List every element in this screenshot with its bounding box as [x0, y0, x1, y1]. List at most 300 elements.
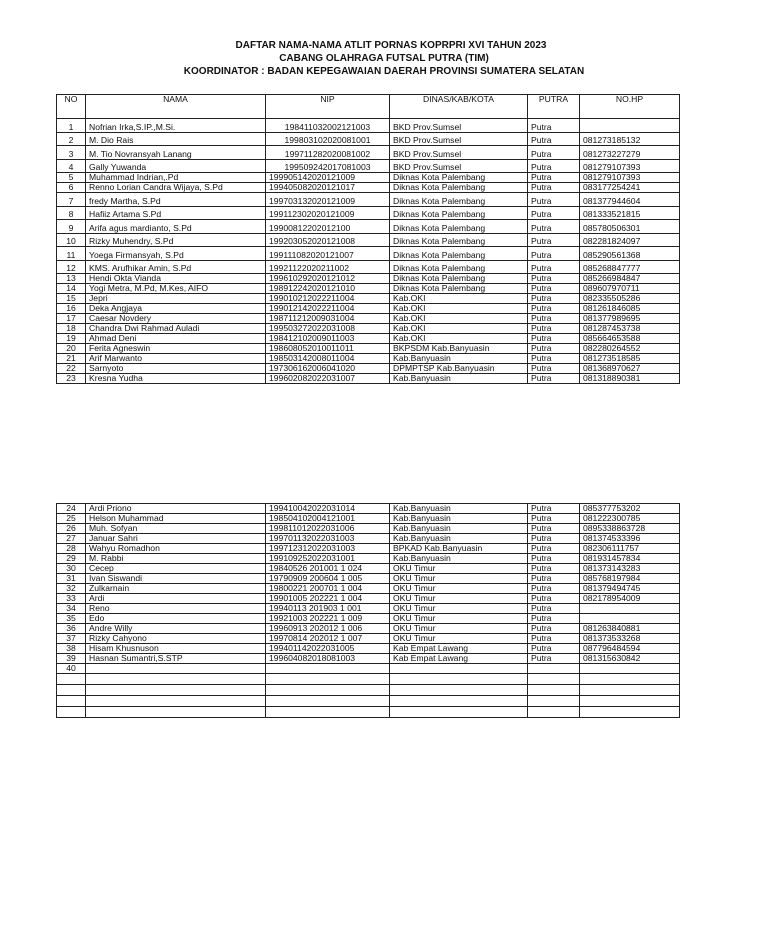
cell-dinas: Kab.Banyuasin	[390, 554, 528, 564]
cell-no: 4	[57, 159, 86, 173]
cell-nip	[266, 696, 390, 707]
cell-hp: 081287453738	[580, 324, 680, 334]
table-row	[57, 514, 680, 524]
cell-dinas: Diknas Kota Palembang	[390, 220, 528, 234]
cell-no: 13	[57, 274, 86, 284]
table-row	[57, 564, 680, 574]
cell-no: 7	[57, 193, 86, 207]
cell-nip: 198411032002121003	[266, 119, 390, 133]
cell-dinas	[390, 664, 528, 674]
cell-no: 36	[57, 624, 86, 634]
cell-dinas: Kab.Banyuasin	[390, 354, 528, 364]
column-header-nama: NAMA	[86, 95, 266, 119]
cell-putra: Putra	[528, 334, 580, 344]
cell-nama	[86, 685, 266, 696]
cell-nama: Sarnyoto	[86, 364, 266, 374]
cell-no: 29	[57, 554, 86, 564]
cell-dinas	[390, 707, 528, 718]
cell-no: 22	[57, 364, 86, 374]
cell-putra: Putra	[528, 344, 580, 354]
header-title: DAFTAR NAMA-NAMA ATLIT PORNAS KOPRPRI XVI TAHUN 2023	[235, 40, 547, 51]
cell-putra: Putra	[528, 294, 580, 304]
cell-nama	[86, 696, 266, 707]
cell-nama: Rizky Muhendry, S.Pd	[86, 233, 266, 247]
cell-dinas: Kab.OKI	[390, 294, 528, 304]
cell-no: 10	[57, 233, 86, 247]
cell-putra: Putra	[528, 119, 580, 133]
cell-putra: Putra	[528, 206, 580, 220]
cell-putra: Putra	[528, 233, 580, 247]
cell-no	[57, 707, 86, 718]
cell-nip: 199711282020081002	[266, 146, 390, 160]
cell-nama: Hafiiz Artama S.Pd	[86, 206, 266, 220]
cell-putra: Putra	[528, 614, 580, 624]
cell-hp: 081263840881	[580, 624, 680, 634]
cell-no: 34	[57, 604, 86, 614]
table-row	[57, 193, 680, 207]
table-row	[57, 304, 680, 314]
table-row	[57, 634, 680, 644]
cell-nama: Arif Marwanto	[86, 354, 266, 364]
cell-hp: 081273227279	[580, 146, 680, 160]
cell-dinas: DPMPTSP Kab.Banyuasin	[390, 364, 528, 374]
cell-dinas: BKD Prov.Sumsel	[390, 146, 528, 160]
cell-nip: 199712312022031003	[266, 544, 390, 554]
table-row	[57, 220, 680, 234]
cell-no: 1	[57, 119, 86, 133]
cell-putra: Putra	[528, 604, 580, 614]
cell-nip: 197306162006041020	[266, 364, 390, 374]
cell-no: 15	[57, 294, 86, 304]
column-header-hp: NO.HP	[580, 95, 680, 119]
cell-putra	[528, 674, 580, 685]
cell-no: 32	[57, 584, 86, 594]
cell-nip	[266, 664, 390, 674]
cell-putra: Putra	[528, 594, 580, 604]
table-row	[57, 614, 680, 624]
cell-nip: 199610292020121012	[266, 274, 390, 284]
cell-dinas: Diknas Kota Palembang	[390, 183, 528, 193]
cell-dinas: Diknas Kota Palembang	[390, 193, 528, 207]
cell-nip: 199803102020081001	[266, 132, 390, 146]
table-row	[57, 524, 680, 534]
cell-nip: 199503272022031008	[266, 324, 390, 334]
cell-dinas: OKU Timur	[390, 594, 528, 604]
table-row	[57, 685, 680, 696]
cell-dinas: OKU Timur	[390, 634, 528, 644]
cell-dinas: Diknas Kota Palembang	[390, 284, 528, 294]
table-row	[57, 544, 680, 554]
cell-dinas: Diknas Kota Palembang	[390, 274, 528, 284]
cell-nip: 19901005 202221 1 004	[266, 594, 390, 604]
cell-dinas	[390, 685, 528, 696]
cell-dinas: BKD Prov.Sumsel	[390, 159, 528, 173]
cell-nama: Helson Muhammad	[86, 514, 266, 524]
cell-nama: Rizky Cahyono	[86, 634, 266, 644]
cell-hp: 081377944604	[580, 193, 680, 207]
cell-dinas: Kab.Banyuasin	[390, 374, 528, 384]
cell-nip: 199401142022031005	[266, 644, 390, 654]
cell-putra: Putra	[528, 146, 580, 160]
cell-putra: Putra	[528, 304, 580, 314]
cell-nip: 199509242017081003	[266, 159, 390, 173]
cell-hp: 081273185132	[580, 132, 680, 146]
table-row	[57, 664, 680, 674]
cell-nip: 19900812202012100	[266, 220, 390, 234]
cell-dinas: Diknas Kota Palembang	[390, 260, 528, 274]
cell-hp: 081379494745	[580, 584, 680, 594]
cell-nama	[86, 664, 266, 674]
cell-putra: Putra	[528, 247, 580, 261]
cell-putra: Putra	[528, 284, 580, 294]
cell-no	[57, 696, 86, 707]
cell-no: 6	[57, 183, 86, 193]
cell-nama: Muh. Sofyan	[86, 524, 266, 534]
cell-nama: fredy Martha, S.Pd	[86, 193, 266, 207]
table-row	[57, 159, 680, 173]
cell-dinas: Kab.Banyuasin	[390, 504, 528, 514]
cell-nama: M. Tio Novransyah Lanang	[86, 146, 266, 160]
table-row	[57, 594, 680, 604]
table-row	[57, 364, 680, 374]
cell-putra: Putra	[528, 504, 580, 514]
cell-no: 37	[57, 634, 86, 644]
cell-hp: 085268847777	[580, 260, 680, 274]
cell-dinas: Kab.OKI	[390, 314, 528, 324]
cell-hp: 085377753202	[580, 504, 680, 514]
cell-dinas: Kab.OKI	[390, 324, 528, 334]
cell-putra: Putra	[528, 173, 580, 183]
cell-hp: 081333521815	[580, 206, 680, 220]
cell-nama: Hisam Khusnuson	[86, 644, 266, 654]
cell-nama: Nofrian Irka,S.IP.,M.Si.	[86, 119, 266, 133]
column-header-no: NO	[57, 95, 86, 119]
cell-dinas: BPKAD Kab.Banyuasin	[390, 544, 528, 554]
cell-hp	[580, 696, 680, 707]
cell-nama	[86, 707, 266, 718]
cell-hp: 081279107393	[580, 173, 680, 183]
cell-nama: Edo	[86, 614, 266, 624]
cell-hp: 082178954009	[580, 594, 680, 604]
cell-nip: 19940113 201903 1 001	[266, 604, 390, 614]
table-row	[57, 119, 680, 133]
cell-hp: 081373143283	[580, 564, 680, 574]
cell-dinas	[390, 674, 528, 685]
cell-dinas: OKU Timur	[390, 564, 528, 574]
cell-putra: Putra	[528, 654, 580, 664]
cell-nip: 198503142008011004	[266, 354, 390, 364]
cell-hp: 083177254241	[580, 183, 680, 193]
cell-nip: 199701132022031003	[266, 534, 390, 544]
table-row	[57, 314, 680, 324]
cell-nip: 19800221 200701 1 004	[266, 584, 390, 594]
cell-nama: Ferita Agneswin	[86, 344, 266, 354]
cell-nip: 199405082020121017	[266, 183, 390, 193]
table-row	[57, 604, 680, 614]
cell-nama: Reno	[86, 604, 266, 614]
cell-no: 8	[57, 206, 86, 220]
cell-nama: Muhammad Indrian,.Pd	[86, 173, 266, 183]
table-row	[57, 173, 680, 183]
cell-putra: Putra	[528, 624, 580, 634]
cell-nip: 198504102004121001	[266, 514, 390, 524]
cell-putra: Putra	[528, 574, 580, 584]
cell-hp: 081931457834	[580, 554, 680, 564]
cell-no: 9	[57, 220, 86, 234]
cell-dinas	[390, 696, 528, 707]
cell-dinas: BKD Prov.Sumsel	[390, 119, 528, 133]
cell-no: 26	[57, 524, 86, 534]
athletes-table-page-2	[56, 503, 680, 718]
table-row	[57, 354, 680, 364]
cell-no: 14	[57, 284, 86, 294]
cell-nama: Wahyu Romadhon	[86, 544, 266, 554]
cell-putra: Putra	[528, 534, 580, 544]
table-row	[57, 344, 680, 354]
cell-nip: 198412102009011003	[266, 334, 390, 344]
cell-dinas: Kab.OKI	[390, 304, 528, 314]
cell-putra: Putra	[528, 524, 580, 534]
table-row	[57, 294, 680, 304]
cell-hp: 081373533268	[580, 634, 680, 644]
table-row	[57, 284, 680, 294]
cell-hp: 089607970711	[580, 284, 680, 294]
cell-hp: 081368970627	[580, 364, 680, 374]
cell-putra: Putra	[528, 220, 580, 234]
cell-nip: 199602082022031007	[266, 374, 390, 384]
cell-nip: 198912242020121010	[266, 284, 390, 294]
table-row	[57, 247, 680, 261]
cell-hp: 081261846085	[580, 304, 680, 314]
cell-putra: Putra	[528, 564, 580, 574]
cell-putra: Putra	[528, 274, 580, 284]
cell-no: 16	[57, 304, 86, 314]
cell-no: 23	[57, 374, 86, 384]
table-body-2	[57, 504, 680, 718]
cell-hp: 082281824097	[580, 233, 680, 247]
cell-nip: 19790909 200604 1 005	[266, 574, 390, 584]
cell-dinas: OKU Timur	[390, 614, 528, 624]
cell-hp: 085664653588	[580, 334, 680, 344]
cell-nip: 199112302020121009	[266, 206, 390, 220]
table-row	[57, 554, 680, 564]
cell-no: 30	[57, 564, 86, 574]
table-header-row	[57, 95, 680, 119]
cell-nip: 199604082018081003	[266, 654, 390, 664]
athletes-table-page-1	[56, 94, 680, 384]
table-row	[57, 146, 680, 160]
cell-putra: Putra	[528, 354, 580, 364]
cell-nama: Januar Sahri	[86, 534, 266, 544]
cell-nip: 198608052010011011	[266, 344, 390, 354]
cell-no: 11	[57, 247, 86, 261]
cell-nama: Ardi Priono	[86, 504, 266, 514]
cell-no: 19	[57, 334, 86, 344]
cell-putra: Putra	[528, 314, 580, 324]
cell-putra: Putra	[528, 374, 580, 384]
cell-dinas: Kab.Banyuasin	[390, 514, 528, 524]
table-row	[57, 644, 680, 654]
table-row	[57, 324, 680, 334]
cell-putra: Putra	[528, 324, 580, 334]
cell-hp: 082280264552	[580, 344, 680, 354]
cell-putra	[528, 664, 580, 674]
cell-nip: 199012142022211004	[266, 304, 390, 314]
cell-no: 33	[57, 594, 86, 604]
cell-nama: Caesar Novdery	[86, 314, 266, 324]
cell-no: 40	[57, 664, 86, 674]
cell-no: 31	[57, 574, 86, 584]
cell-hp	[580, 664, 680, 674]
cell-putra: Putra	[528, 132, 580, 146]
cell-nama: Zulkarnain	[86, 584, 266, 594]
cell-dinas: Kab Empat Lawang	[390, 644, 528, 654]
table-row	[57, 274, 680, 284]
table-row	[57, 584, 680, 594]
cell-putra: Putra	[528, 260, 580, 274]
cell-dinas: Kab.Banyuasin	[390, 534, 528, 544]
table-row	[57, 534, 680, 544]
cell-nip: 199410042022031014	[266, 504, 390, 514]
header-subtitle: CABANG OLAHRAGA FUTSAL PUTRA (TIM)	[279, 53, 489, 64]
cell-hp: 085290561368	[580, 247, 680, 261]
table-row	[57, 132, 680, 146]
cell-putra: Putra	[528, 584, 580, 594]
cell-nama: Arifa agus mardianto, S.Pd	[86, 220, 266, 234]
table-row	[57, 260, 680, 274]
cell-hp: 082335505286	[580, 294, 680, 304]
document-header	[0, 39, 768, 78]
cell-no: 39	[57, 654, 86, 664]
cell-nama: KMS. Arufhikar Amin, S.Pd	[86, 260, 266, 274]
cell-no: 5	[57, 173, 86, 183]
cell-putra: Putra	[528, 193, 580, 207]
cell-nip: 19840526 201001 1 024	[266, 564, 390, 574]
cell-dinas: BKPSDM Kab.Banyuasin	[390, 344, 528, 354]
header-coordinator: KOORDINATOR : BADAN KEPEGAWAIAN DAERAH PROVINSI SUMATERA SELATAN	[183, 66, 585, 77]
cell-no: 38	[57, 644, 86, 654]
cell-nip	[266, 707, 390, 718]
cell-dinas: OKU Timur	[390, 584, 528, 594]
cell-nama: Yoega Firmansyah, S.Pd	[86, 247, 266, 261]
cell-hp	[580, 707, 680, 718]
cell-nip: 199111082020121007	[266, 247, 390, 261]
cell-hp	[580, 614, 680, 624]
cell-nip: 19921122020211002	[266, 260, 390, 274]
cell-hp: 081377989695	[580, 314, 680, 324]
cell-hp: 081222300785	[580, 514, 680, 524]
cell-hp: 087796484594	[580, 644, 680, 654]
cell-putra: Putra	[528, 159, 580, 173]
cell-nip	[266, 685, 390, 696]
cell-nama: Yogi Metra, M.Pd, M.Kes, AIFO	[86, 284, 266, 294]
table-row	[57, 674, 680, 685]
table-row	[57, 624, 680, 634]
cell-nama: Cecep	[86, 564, 266, 574]
cell-nip: 199905142020121009	[266, 173, 390, 183]
cell-nama: Kresna Yudha	[86, 374, 266, 384]
table-row	[57, 183, 680, 193]
table-body-1	[57, 119, 680, 384]
cell-hp	[580, 119, 680, 133]
cell-putra: Putra	[528, 634, 580, 644]
cell-nama	[86, 674, 266, 685]
cell-nama: Gally Yuwanda	[86, 159, 266, 173]
cell-hp: 085266984847	[580, 274, 680, 284]
table-row	[57, 696, 680, 707]
cell-dinas: Kab Empat Lawang	[390, 654, 528, 664]
cell-no: 21	[57, 354, 86, 364]
cell-putra	[528, 707, 580, 718]
cell-putra: Putra	[528, 644, 580, 654]
cell-nama: Deka Angjaya	[86, 304, 266, 314]
cell-hp	[580, 685, 680, 696]
cell-nip: 199703132020121009	[266, 193, 390, 207]
cell-dinas: Diknas Kota Palembang	[390, 233, 528, 247]
cell-putra: Putra	[528, 183, 580, 193]
cell-hp: 081273518585	[580, 354, 680, 364]
cell-no: 12	[57, 260, 86, 274]
cell-nip: 199203052020121008	[266, 233, 390, 247]
cell-nip: 199811012022031006	[266, 524, 390, 534]
cell-nama: Ardi	[86, 594, 266, 604]
table-row	[57, 334, 680, 344]
cell-nip: 199109252022031001	[266, 554, 390, 564]
cell-dinas: OKU Timur	[390, 604, 528, 614]
cell-nama: Hendi Okta Vianda	[86, 274, 266, 284]
cell-nama: M. Rabbi	[86, 554, 266, 564]
cell-no: 3	[57, 146, 86, 160]
cell-nip: 198711212009031004	[266, 314, 390, 324]
cell-dinas: BKD Prov.Sumsel	[390, 132, 528, 146]
cell-no: 18	[57, 324, 86, 334]
cell-dinas: Kab.OKI	[390, 334, 528, 344]
table-row	[57, 206, 680, 220]
cell-putra	[528, 696, 580, 707]
cell-nama: Chandra Dwi Rahmad Auladi	[86, 324, 266, 334]
column-header-putra: PUTRA	[528, 95, 580, 119]
cell-nama: Jepri	[86, 294, 266, 304]
cell-nama: Ahmad Deni	[86, 334, 266, 344]
cell-hp: 081315630842	[580, 654, 680, 664]
cell-putra: Putra	[528, 554, 580, 564]
cell-dinas: OKU Timur	[390, 574, 528, 584]
cell-no	[57, 674, 86, 685]
cell-hp: 082306111757	[580, 544, 680, 554]
cell-hp: 081279107393	[580, 159, 680, 173]
cell-hp: 085780506301	[580, 220, 680, 234]
cell-no: 35	[57, 614, 86, 624]
cell-nip	[266, 674, 390, 685]
cell-dinas: Diknas Kota Palembang	[390, 173, 528, 183]
table-row	[57, 574, 680, 584]
column-header-nip: NIP	[266, 95, 390, 119]
cell-no: 17	[57, 314, 86, 324]
cell-nama: Hasnan Sumantri,S.STP	[86, 654, 266, 664]
cell-dinas: OKU Timur	[390, 624, 528, 634]
cell-nip: 19970814 202012 1 007	[266, 634, 390, 644]
cell-dinas: Diknas Kota Palembang	[390, 247, 528, 261]
cell-nama: Ivan Siswandi	[86, 574, 266, 584]
cell-nama: M. Dio Rais	[86, 132, 266, 146]
cell-nama: Andre Willy	[86, 624, 266, 634]
cell-no: 24	[57, 504, 86, 514]
cell-hp: 081374533396	[580, 534, 680, 544]
column-header-dinas: DINAS/KAB/KOTA	[390, 95, 528, 119]
cell-dinas: Diknas Kota Palembang	[390, 206, 528, 220]
table-row	[57, 504, 680, 514]
cell-putra	[528, 685, 580, 696]
